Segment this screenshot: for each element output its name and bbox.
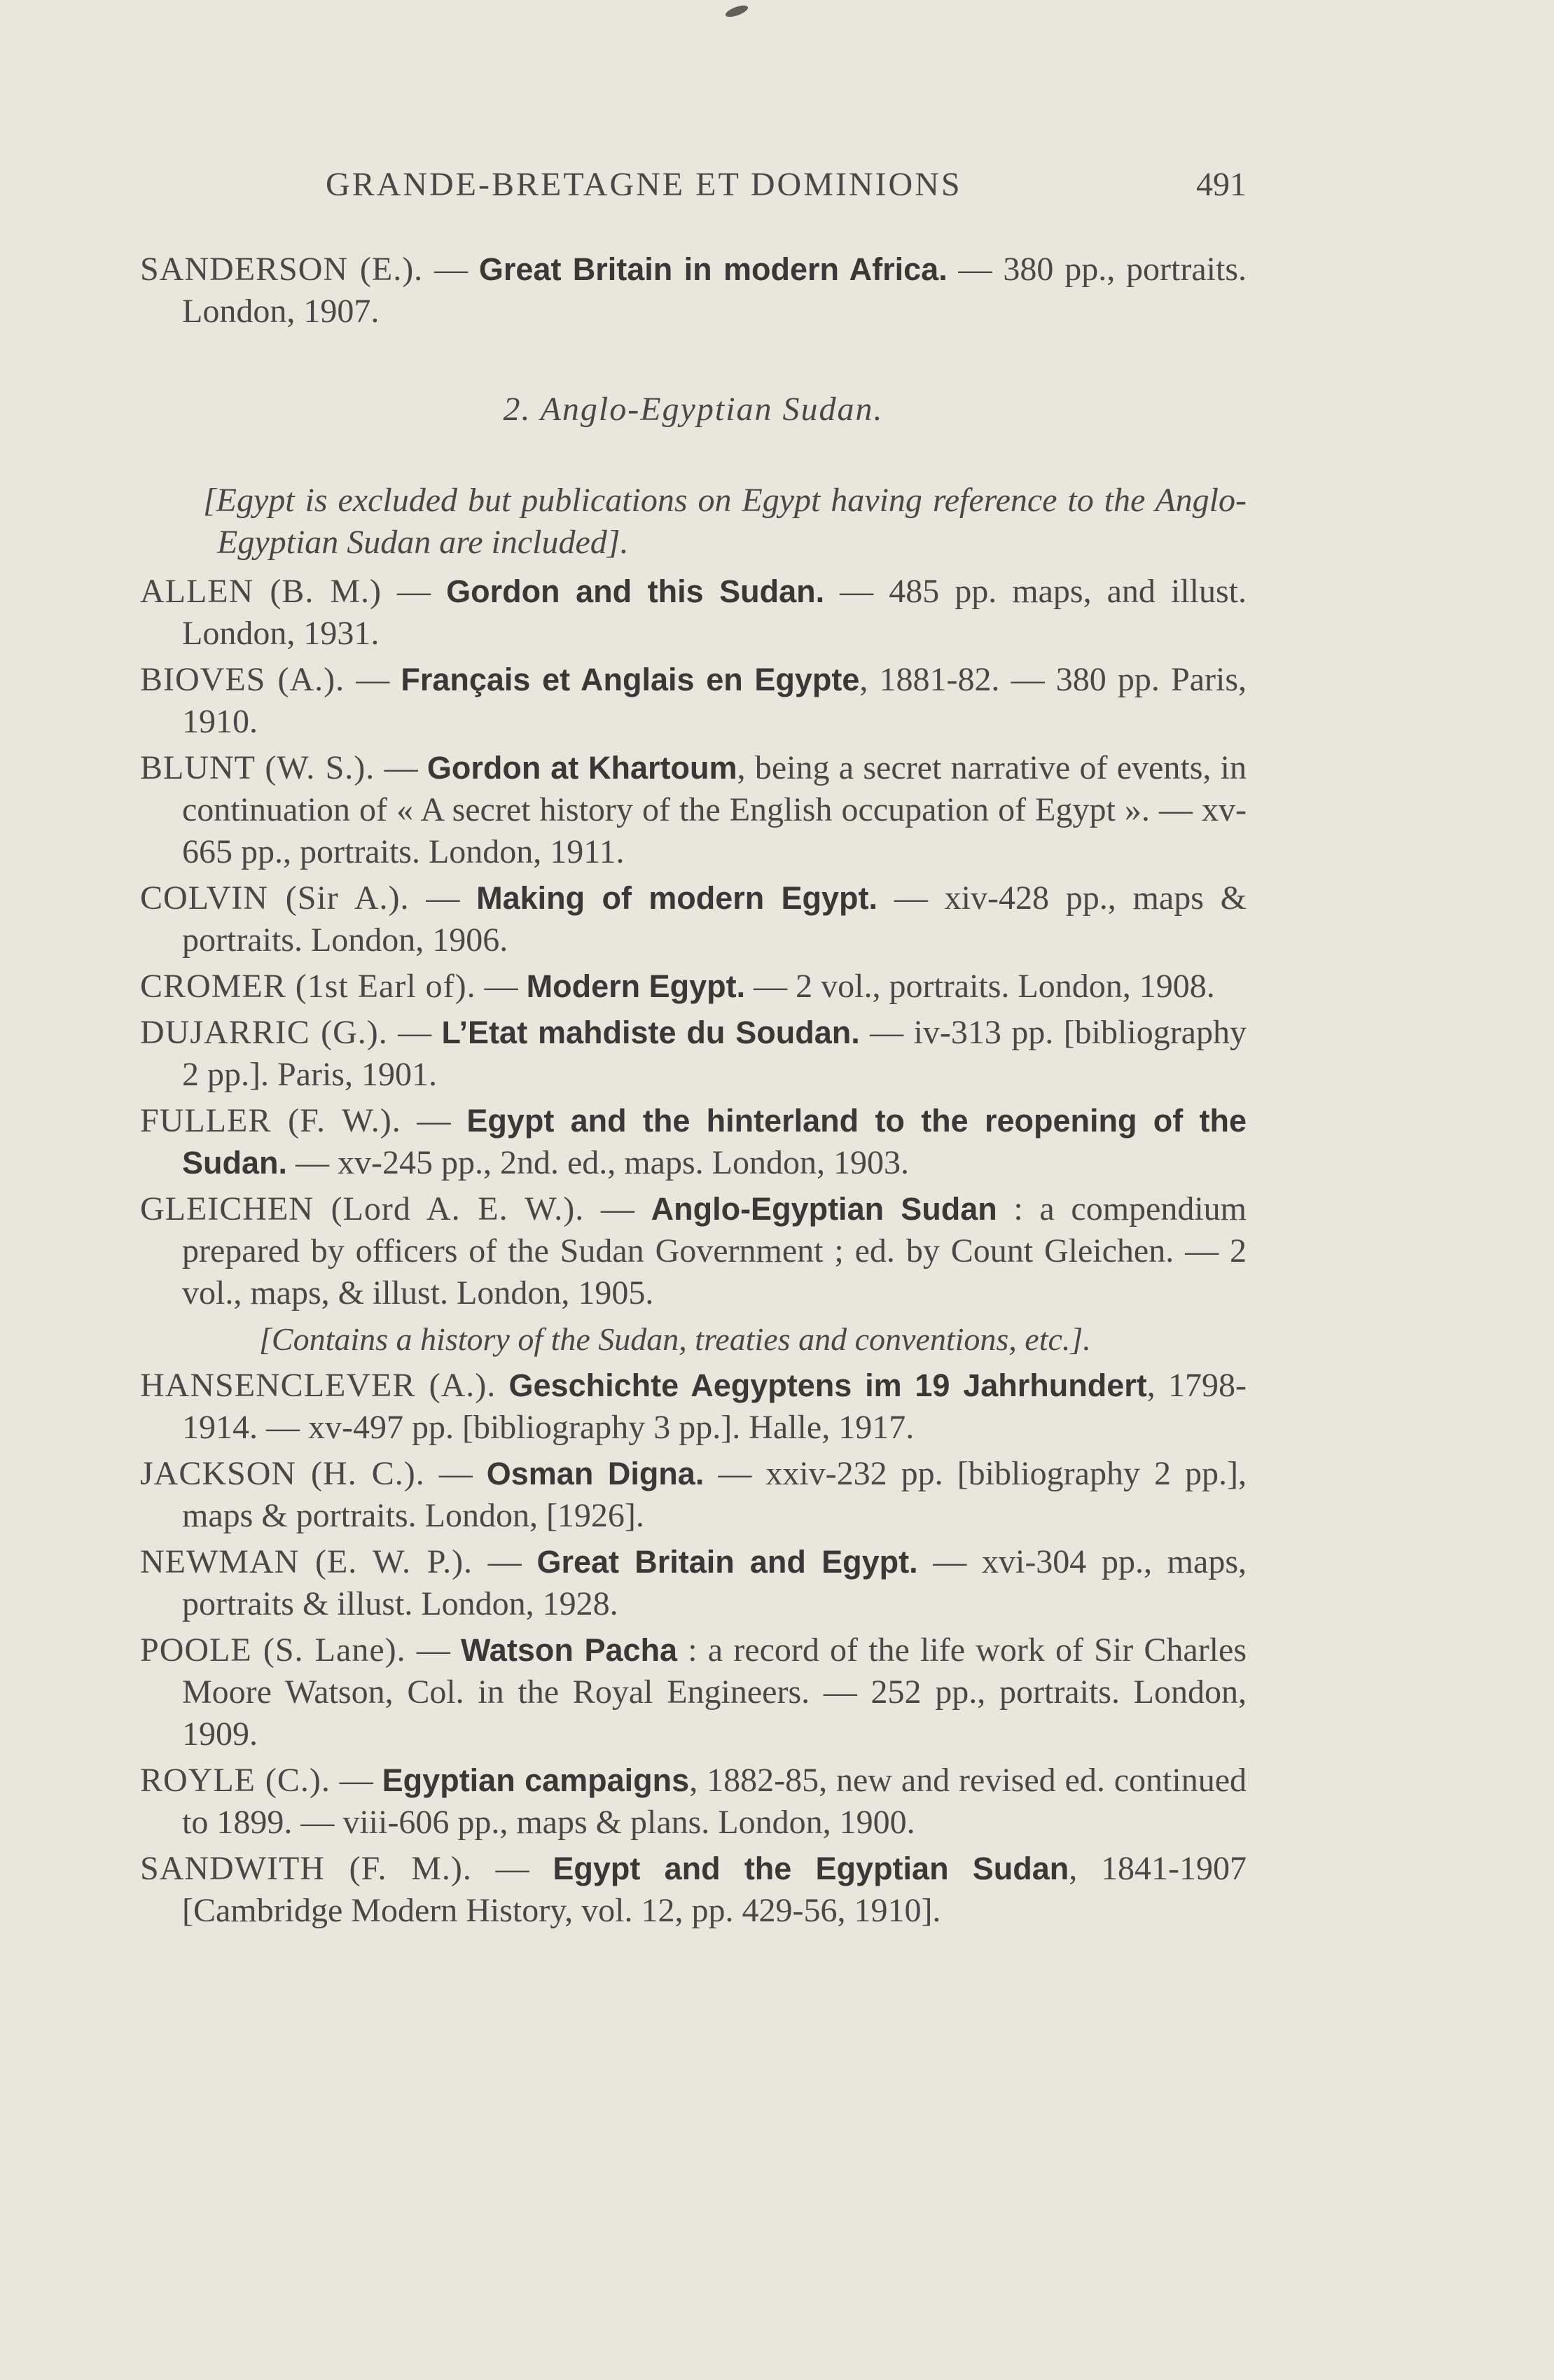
entry-separator [496,1367,508,1404]
entry-details: — xiv-428 pp., maps & portraits. London, 1906. [182,879,1247,959]
entry-author: ROYLE (C.). [140,1762,331,1799]
bibliography-entry [140,747,1247,873]
entry-details: — xxiv-232 pp. [bibliography 2 pp.], maps & portraits. London, [1926]. [182,1455,1247,1534]
entry-details: — xv-245 pp., 2nd. ed., maps. London, 1903. [287,1144,909,1181]
entry-author: BLUNT (W. S.). [140,749,375,786]
entry-separator: — [387,1014,442,1051]
page-header [140,165,1247,214]
entry-details: , being a secret narrative of events, in continuation of « A secret history of the English occupation of Egypt ». — xv-665 pp., portraits. London, 1911. [182,749,1247,870]
entry-title: Osman Digna. [486,1456,705,1491]
entry-separator: — [409,879,477,917]
entry-author: FULLER (F. W.). [140,1102,401,1139]
bibliography-entry [140,1365,1247,1449]
bibliography-entry [140,966,1247,1008]
entry-title: Gordon and this Sudan. [446,573,825,609]
entry-details: : a record of the life work of Sir Charles Moore Watson, Col. in the Royal Engineers. — 252 pp., portraits. London, 1909. [182,1631,1247,1753]
bibliography-entry [140,1100,1247,1184]
page-body [140,249,1247,1936]
entry-title: L’Etat mahdiste du Soudan. [441,1015,860,1050]
bibliography-entry [140,659,1247,743]
entry-details: — 485 pp. maps, and illust. London, 1931. [182,573,1247,652]
entry-separator: — [424,1455,487,1492]
entry-details: , 1798-1914. — xv-497 pp. [bibliography 3 pp.]. Halle, 1917. [182,1367,1247,1446]
entry-separator: — [330,1762,382,1799]
entry-details: , 1882-85, new and revised ed. continued to 1899. — viii-606 pp., maps & plans. London, 1900. [182,1762,1247,1841]
bibliography-entry [140,1012,1247,1096]
bibliography-entry [140,877,1247,961]
entry-title: Geschichte Aegyptens im 19 Jahrhundert [508,1368,1147,1403]
entry-author: HANSENCLEVER (A.). [140,1367,497,1404]
entry-note: [Contains a history of the Sudan, treaties and conventions, etc.]. [259,1321,1091,1357]
entry-title: Making of modern Egypt. [476,880,878,916]
entry-author: CROMER (1st Earl of). [140,968,476,1005]
section-note: [Egypt is excluded but publications on Egypt having reference to the Anglo-Egyptian Sudan are included]. [203,482,1247,561]
entry-author: DUJARRIC (G.). [140,1014,388,1051]
entry-author: SANDERSON (E.). [140,251,424,288]
entry-title: Modern Egypt. [526,968,746,1004]
bibliography-entry [140,571,1247,655]
bibliography-entry [140,1629,1247,1755]
entry-details: , 1841-1907 [Cambridge Modern History, vol. 12, pp. 429-56, 1910]. [182,1850,1247,1929]
entry-details: : a compendium prepared by officers of the Sudan Government ; ed. by Count Gleichen. — 2 vol., maps, & illust. London, 1905. [182,1190,1247,1311]
entry-title: Egyptian campaigns [382,1762,690,1798]
entry-author: GLEICHEN (Lord A. E. W.). [140,1190,585,1227]
entry-separator: — [473,1543,537,1580]
page-number: 491 [1196,166,1247,203]
entry-author: COLVIN (Sir A.). [140,879,410,917]
bibliography-entry [140,1760,1247,1844]
bibliography-entry [140,1541,1247,1625]
entry-author: JACKSON (H. C.). [140,1455,425,1492]
entry-author: SANDWITH (F. M.). [140,1850,472,1887]
entry-author: BIOVES (A.). [140,661,345,698]
entry-separator: — [471,1850,553,1887]
running-title: GRANDE-BRETAGNE ET DOMINIONS [326,166,962,203]
entry-separator: — [476,968,527,1005]
entry-details: — 2 vol., portraits. London, 1908. [745,968,1215,1005]
entry-details: — iv-313 pp. [bibliography 2 pp.]. Paris, 1901. [182,1014,1247,1093]
entry-title: Anglo-Egyptian Sudan [651,1191,997,1227]
entry-details: — 380 pp., portraits. London, 1907. [182,251,1247,330]
entry-author: POOLE (S. Lane). [140,1631,406,1669]
entry-separator: — [584,1190,651,1227]
entry-separator: — [401,1102,467,1139]
entry-separator: — [382,573,447,610]
entry-separator: — [375,749,427,786]
entry-separator: — [423,251,479,288]
bibliography-entry [140,1453,1247,1537]
section-heading: 2. Anglo-Egyptian Sudan. [503,391,884,428]
entry-title: Gordon at Khartoum [426,750,737,786]
entry-details: — xvi-304 pp., maps, portraits & illust. London, 1928. [182,1543,1247,1622]
entry-separator: — [405,1631,461,1669]
entry-title: Great Britain and Egypt. [536,1544,918,1580]
bibliography-entry [140,249,1247,333]
entry-author: NEWMAN (E. W. P.). [140,1543,473,1580]
entry-title: Egypt and the Egyptian Sudan [553,1851,1069,1886]
entry-title: Français et Anglais en Egypte [401,662,860,697]
entry-title: Watson Pacha [461,1632,678,1668]
entry-author: ALLEN (B. M.) [140,573,382,610]
entry-title: Egypt and the hinterland to the reopening of the Sudan. [182,1103,1247,1181]
entry-details: , 1881-82. — 380 pp. Paris, 1910. [182,661,1247,740]
bibliography-entry [140,1848,1247,1932]
bibliography-entry [140,1188,1247,1314]
entry-title: Great Britain in modern Africa. [478,251,948,287]
entry-separator: — [345,661,401,698]
ink-blot-mark [724,4,749,20]
